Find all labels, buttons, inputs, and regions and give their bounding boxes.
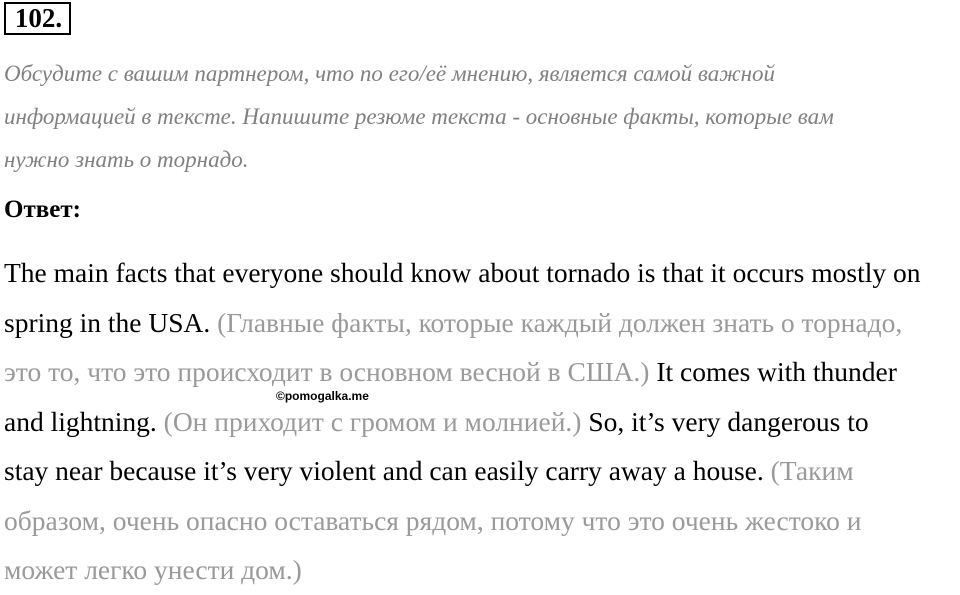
answer-line <box>4 545 960 595</box>
russian-translation: может легко унести дом.) <box>4 554 302 585</box>
answer-text <box>4 248 960 595</box>
english-text: stay near because it’s very violent and can easily carry away a house. <box>4 455 771 486</box>
russian-translation: (Таким <box>770 455 854 486</box>
answer-line <box>4 496 960 546</box>
answer-line <box>4 248 960 298</box>
english-text: So, it’s very dangerous to <box>588 405 869 437</box>
russian-translation: (Он приходит с громом и молнией.) <box>163 405 589 437</box>
watermark: ©pomogalka.me <box>276 389 369 403</box>
answer-line <box>4 446 960 496</box>
task-line: Обсудите с вашим партнером, что по его/её мнению, является самой важной <box>4 61 776 86</box>
exercise-number: 102. <box>4 2 71 35</box>
answer-label: Ответ: <box>4 196 81 223</box>
task-line: нужно знать о торнадо. <box>4 147 249 172</box>
english-text: spring in the USA. <box>4 306 218 338</box>
russian-translation: это то, что это происходит в основном весной в США.) <box>4 356 657 387</box>
task-instructions <box>4 52 954 181</box>
russian-translation: (Главные факты, которые каждый должен знать о торнадо, <box>217 306 903 338</box>
task-line: информацией в тексте. Напишите резюме текста - основные факты, которые вам <box>4 104 834 129</box>
answer-line <box>4 298 960 348</box>
english-text: The main facts that everyone should know about tornado is that it occurs mostly on <box>4 257 921 288</box>
answer-line <box>4 397 960 447</box>
english-text: and lightning. <box>4 405 164 437</box>
answer-line <box>4 347 960 397</box>
english-text: It comes with thunder <box>656 356 897 387</box>
russian-translation: образом, очень опасно оставаться рядом, потому что это очень жестоко и <box>4 504 862 536</box>
